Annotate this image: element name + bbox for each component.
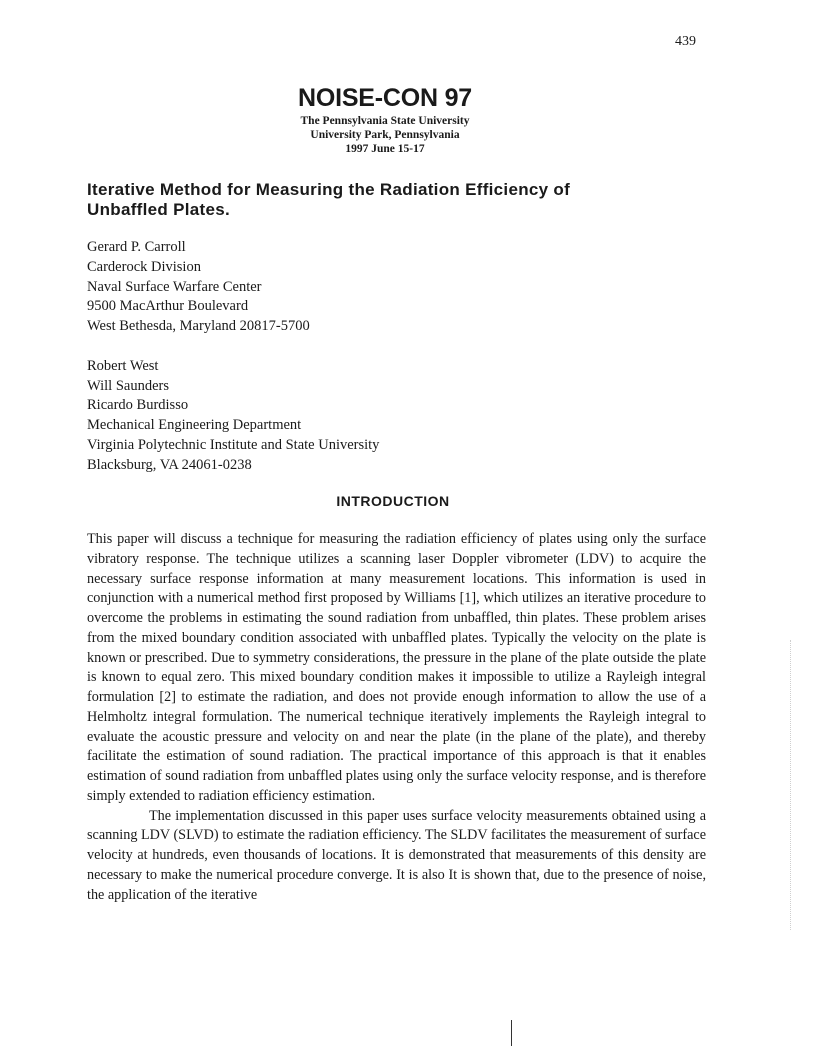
author-affiliations [87, 238, 379, 476]
author-name: Will Saunders [87, 377, 169, 394]
conference-title: NOISE-CON 97 [297, 84, 473, 112]
affiliation-line: Virginia Polytechnic Institute and State University [87, 436, 380, 453]
address-line: West Bethesda, Maryland 20817-5700 [87, 318, 310, 335]
section-heading-introduction: INTRODUCTION [336, 493, 450, 509]
paper-title [87, 180, 707, 220]
author-name: Ricardo Burdisso [87, 397, 189, 414]
conference-date: 1997 June 15-17 [345, 143, 425, 155]
page-number: 439 [675, 34, 696, 49]
author-group-carderock [87, 238, 379, 337]
affiliation-line: Carderock Division [87, 258, 201, 275]
address-line: Blacksburg, VA 24061-0238 [87, 456, 252, 473]
body-paragraph: This paper will discuss a technique for measuring the radiation efficiency of plates using only the surface vibratory response. The technique utilizes a scanning laser Doppler vibrometer (LDV) to acquire the necessary surface response information at many measurement locations. This information is used in conjunction with a numerical method first proposed by Williams [1], which utilizes an iterative procedure to overcome the problems in estimating the sound radiation from unbaffled, thin plates. These problem arises from the mixed boundary condition associated with unbaffled plates. Typically the velocity on the plate is known or prescribed. Due to symmetry considerations, the pressure in the plane of the plate outside the plate is known to equal zero. This mixed boundary condition makes it impossible to utilize a Rayleigh integral formulation [2] to estimate the radiation, and does not provide enough information to allow the use of a Helmholtz integral formulation. The numerical technique iteratively implements the Rayleigh integral to evaluate the acoustic pressure and velocity on and near the plate (in the plane of the plate), and thereby facilitate the estimation of sound radiation. The practical importance of this approach is that it enables estimation of sound radiation from unbaffled plates using only the surface velocity response, and is therefore simply extended to radiation efficiency estimation. [87, 531, 706, 804]
conference-location: University Park, Pennsylvania [310, 129, 460, 141]
introduction-body [87, 530, 706, 905]
scan-artifact-dots [790, 640, 792, 930]
affiliation-line: Mechanical Engineering Department [87, 417, 302, 434]
conference-header [270, 84, 500, 156]
author-name: Gerard P. Carroll [87, 239, 186, 255]
paper-title-line: Unbaffled Plates. [87, 200, 231, 219]
address-line: 9500 MacArthur Boulevard [87, 298, 249, 315]
affiliation-line: Naval Surface Warfare Center [87, 278, 262, 295]
conference-host: The Pennsylvania State University [300, 115, 470, 127]
scan-artifact-line [511, 1020, 512, 1046]
author-group-virginia-tech [87, 357, 379, 476]
author-name: Robert West [87, 357, 159, 374]
paper-title-line: Iterative Method for Measuring the Radiation Efficiency of [87, 180, 571, 199]
body-paragraph: The implementation discussed in this paper uses surface velocity measurements obtained using a scanning LDV (SLVD) to estimate the radiation efficiency. The SLDV facilitates the measurement of surface velocity at hundreds, even thousands of locations. It is demonstrated that measurements of this density are necessary to make the numerical procedure converge. It is also It is shown that, due to the presence of noise, the application of the iterative [87, 807, 706, 903]
